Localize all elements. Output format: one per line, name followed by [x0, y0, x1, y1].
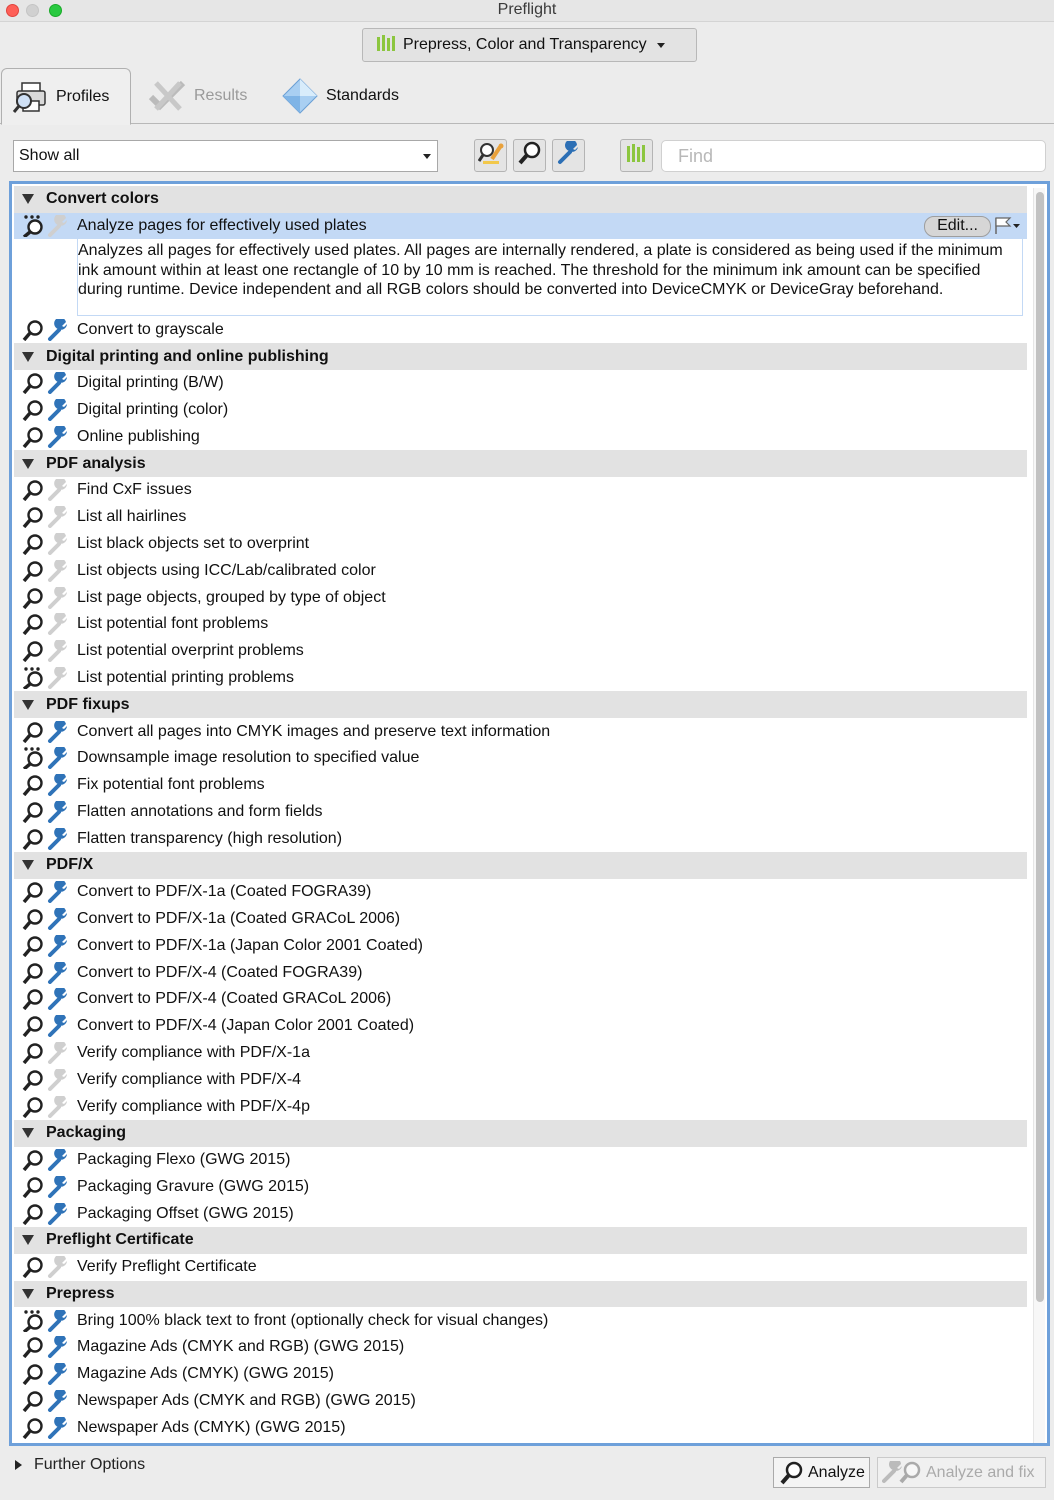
check-icon — [20, 319, 45, 341]
flag-icon — [993, 217, 1021, 235]
profile-row[interactable] — [14, 531, 1027, 558]
wrench-icon — [45, 721, 70, 743]
profile-row[interactable] — [14, 1066, 1027, 1093]
check-icon — [20, 962, 45, 984]
check-icon — [20, 801, 45, 823]
profile-row[interactable] — [14, 1093, 1027, 1120]
wrench-icon — [45, 774, 70, 796]
library-button[interactable] — [620, 139, 653, 172]
chevron-down-icon — [657, 43, 665, 48]
profile-label: Convert to PDF/X-4 (Japan Color 2001 Coated) — [77, 1017, 415, 1035]
wrench-icon — [45, 988, 70, 1010]
check-icon — [20, 479, 45, 501]
group-title: PDF analysis — [46, 454, 146, 472]
wrench-disabled-icon — [45, 560, 70, 582]
disclosure-triangle-icon — [22, 352, 34, 362]
tab-results[interactable] — [148, 68, 247, 124]
tab-results-label: Results — [194, 87, 248, 104]
check-icon — [20, 1176, 45, 1198]
profile-label: Verify compliance with PDF/X-1a — [77, 1043, 310, 1061]
analyze-and-fix-label: Analyze and fix — [926, 1463, 1035, 1481]
diamond-icon — [282, 78, 318, 114]
group-title: Convert colors — [46, 190, 159, 208]
find-input[interactable] — [661, 140, 1046, 172]
profile-row[interactable] — [14, 1254, 1027, 1281]
wrench-disabled-icon — [45, 479, 70, 501]
profile-label: Convert to PDF/X-1a (Japan Color 2001 Coated) — [77, 936, 423, 954]
wrench-disabled-icon — [45, 587, 70, 609]
tab-standards[interactable] — [282, 68, 399, 124]
interactive-check-icon — [20, 747, 45, 769]
profile-label: Packaging Gravure (GWG 2015) — [77, 1177, 310, 1195]
disclosure-triangle-icon — [22, 700, 34, 710]
profile-row[interactable] — [14, 1307, 1027, 1334]
profile-row[interactable] — [14, 557, 1027, 584]
interactive-check-icon — [20, 215, 45, 237]
profile-label: Convert to PDF/X-4 (Coated FOGRA39) — [77, 963, 363, 981]
profile-label: List black objects set to overprint — [77, 535, 310, 553]
tab-profiles-label: Profiles — [56, 87, 110, 105]
wrench-icon — [45, 881, 70, 903]
check-icon — [20, 774, 45, 796]
profile-library-selector[interactable] — [362, 28, 697, 62]
profile-label: Convert all pages into CMYK images and preserve text information — [77, 722, 551, 740]
check-icon — [20, 399, 45, 421]
profile-row[interactable] — [14, 1040, 1027, 1067]
check-icon — [20, 587, 45, 609]
chevron-down-icon — [423, 154, 431, 159]
disclosure-triangle-icon — [22, 1128, 34, 1138]
analyze-and-fix-button[interactable] — [877, 1457, 1046, 1488]
check-icon — [20, 908, 45, 930]
profile-label: List potential font problems — [77, 615, 269, 633]
profile-list-rows — [14, 186, 1027, 1441]
check-icon — [20, 988, 45, 1010]
profile-row[interactable] — [14, 477, 1027, 504]
magnifier-wrench-icon — [882, 1461, 922, 1485]
check-icon — [20, 533, 45, 555]
wrench-disabled-icon — [45, 667, 70, 689]
results-check-icon — [148, 79, 186, 113]
group-title: Preflight Certificate — [46, 1231, 194, 1249]
profile-label: Newspaper Ads (CMYK) (GWG 2015) — [77, 1418, 346, 1436]
profile-row[interactable] — [14, 772, 1027, 799]
tab-bar — [0, 68, 1054, 124]
check-icon — [20, 721, 45, 743]
profile-label: Verify compliance with PDF/X-4p — [77, 1097, 310, 1115]
check-icon — [20, 935, 45, 957]
disclosure-triangle-icon — [22, 1235, 34, 1245]
profile-row[interactable] — [14, 906, 1027, 933]
wrench-icon — [45, 1203, 70, 1225]
wrench-icon — [45, 828, 70, 850]
profile-label: Packaging Offset (GWG 2015) — [77, 1204, 294, 1222]
check-icon — [20, 1256, 45, 1278]
profile-row[interactable] — [14, 1173, 1027, 1200]
profile-label: Magazine Ads (CMYK and RGB) (GWG 2015) — [77, 1338, 405, 1356]
disclosure-triangle-icon — [22, 194, 34, 204]
wrench-disabled-icon — [45, 1096, 70, 1118]
interactive-check-icon — [20, 667, 45, 689]
selected-profile — [14, 213, 1027, 317]
profile-label: Convert to PDF/X-1a (Coated GRACoL 2006) — [77, 909, 401, 927]
check-icon — [20, 1336, 45, 1358]
profile-row[interactable] — [14, 638, 1027, 665]
wrench-icon — [45, 1176, 70, 1198]
disclosure-triangle-icon — [15, 1460, 22, 1470]
tab-profiles[interactable] — [1, 68, 131, 125]
profile-label: List all hairlines — [77, 508, 187, 526]
profile-label: Convert to grayscale — [77, 320, 224, 338]
wrench-icon — [45, 1390, 70, 1412]
flag-menu[interactable] — [993, 217, 1021, 235]
wrench-icon — [45, 1015, 70, 1037]
profile-label: Online publishing — [77, 427, 200, 445]
profile-row[interactable] — [14, 370, 1027, 397]
tab-standards-label: Standards — [326, 87, 399, 104]
library-icon — [627, 144, 647, 167]
group-header[interactable] — [14, 1227, 1027, 1254]
wrench-disabled-icon — [45, 640, 70, 662]
check-icon — [20, 506, 45, 528]
wrench-disabled-icon — [45, 1042, 70, 1064]
profile-label: Flatten annotations and form fields — [77, 802, 323, 820]
profile-row[interactable] — [14, 1013, 1027, 1040]
group-title: Packaging — [46, 1124, 127, 1142]
wrench-icon — [45, 426, 70, 448]
profile-label: Convert to PDF/X-1a (Coated FOGRA39) — [77, 883, 372, 901]
profile-row[interactable] — [14, 1414, 1027, 1441]
check-icon — [20, 560, 45, 582]
group-header[interactable] — [14, 1120, 1027, 1147]
scrollbar-thumb[interactable] — [1036, 192, 1044, 1302]
group-header[interactable] — [14, 852, 1027, 879]
profile-label: Bring 100% black text to front (optionally check for visual changes) — [77, 1311, 549, 1329]
wrench-icon — [45, 399, 70, 421]
profile-row[interactable] — [14, 745, 1027, 772]
profile-row[interactable] — [14, 504, 1027, 531]
profile-label: Digital printing (B/W) — [77, 374, 224, 392]
profile-label: Downsample image resolution to specified value — [77, 749, 420, 767]
profile-row[interactable] — [14, 316, 1027, 343]
group-title: PDF/X — [46, 856, 94, 874]
edit-profile-button[interactable]: Edit... — [924, 216, 991, 237]
profile-row[interactable] — [14, 959, 1027, 986]
check-icon — [20, 1417, 45, 1439]
wrench-icon — [45, 1363, 70, 1385]
wrench-disabled-icon — [45, 613, 70, 635]
profile-row[interactable] — [14, 424, 1027, 451]
profile-label: Flatten transparency (high resolution) — [77, 829, 343, 847]
wrench-icon — [45, 1149, 70, 1171]
profile-row[interactable] — [14, 1388, 1027, 1415]
check-icon — [20, 1149, 45, 1171]
analyze-button[interactable] — [773, 1457, 870, 1488]
profile-label: Convert to PDF/X-4 (Coated GRACoL 2006) — [77, 990, 392, 1008]
group-header[interactable] — [14, 1281, 1027, 1308]
profile-label: Fix potential font problems — [77, 776, 265, 794]
show-filter-select[interactable] — [13, 140, 438, 172]
group-header[interactable] — [14, 691, 1027, 718]
wrench-disabled-icon — [45, 506, 70, 528]
profile-row[interactable] — [14, 986, 1027, 1013]
profile-description: Analyzes all pages for effectively used plates. All pages are internally rendered, a plate is considered as being used if the minimum ink amount within at least one rectangle of 10 by 10 mm is reached. The threshold for the minimum ink amount can be specified during runtime. Device independent and all RGB colors should be converted into DeviceCMYK or DeviceGray beforehand. — [77, 239, 1023, 316]
wrench-icon — [557, 141, 581, 170]
profile-row[interactable] — [14, 584, 1027, 611]
profile-row[interactable] — [14, 1200, 1027, 1227]
profile-row[interactable] — [14, 397, 1027, 424]
wrench-icon — [45, 908, 70, 930]
profile-row[interactable] — [14, 825, 1027, 852]
profile-library-label: Prepress, Color and Transparency — [403, 36, 647, 53]
magnifier-icon — [518, 141, 542, 170]
profile-row[interactable] — [14, 879, 1027, 906]
profile-list — [9, 181, 1050, 1446]
wrench-disabled-icon — [45, 215, 70, 237]
group-title: PDF fixups — [46, 695, 130, 713]
disclosure-triangle-icon — [22, 1289, 34, 1299]
check-icon — [20, 1363, 45, 1385]
group-header[interactable] — [14, 186, 1027, 213]
check-icon — [20, 1069, 45, 1091]
profile-row[interactable] — [14, 718, 1027, 745]
wrench-icon — [45, 319, 70, 341]
check-icon — [20, 613, 45, 635]
wrench-disabled-icon — [45, 533, 70, 555]
window-title: Preflight — [497, 1, 557, 18]
profile-label: List objects using ICC/Lab/calibrated color — [77, 561, 376, 579]
group-header[interactable] — [14, 450, 1027, 477]
wrench-disabled-icon — [45, 1069, 70, 1091]
wrench-disabled-icon — [45, 1256, 70, 1278]
profile-row[interactable] — [14, 932, 1027, 959]
check-icon — [20, 640, 45, 662]
group-title: Prepress — [46, 1284, 115, 1302]
check-and-fix-icon — [478, 141, 504, 170]
disclosure-triangle-icon — [22, 860, 34, 870]
check-icon — [20, 1390, 45, 1412]
profile-row[interactable] — [14, 611, 1027, 638]
profile-label: Newspaper Ads (CMYK and RGB) (GWG 2015) — [77, 1391, 416, 1409]
check-icon — [20, 828, 45, 850]
profile-row[interactable] — [14, 1334, 1027, 1361]
analyze-label: Analyze — [808, 1463, 865, 1481]
show-filter-value: Show all — [19, 147, 80, 164]
profile-label: Verify compliance with PDF/X-4 — [77, 1070, 302, 1088]
wrench-icon — [45, 935, 70, 957]
library-icon — [377, 35, 395, 56]
wrench-icon — [45, 1310, 70, 1332]
title-bar — [0, 0, 1054, 22]
profile-label: Verify Preflight Certificate — [77, 1258, 257, 1276]
profile-row[interactable] — [14, 1361, 1027, 1388]
check-icon — [20, 426, 45, 448]
profile-row[interactable] — [14, 665, 1027, 692]
check-icon — [20, 372, 45, 394]
wrench-icon — [45, 1336, 70, 1358]
profile-label: Find CxF issues — [77, 481, 192, 499]
profile-label: Packaging Flexo (GWG 2015) — [77, 1151, 291, 1169]
magnifier-icon — [780, 1461, 804, 1485]
profile-row[interactable] — [14, 799, 1027, 826]
check-icon — [20, 1203, 45, 1225]
wrench-icon — [45, 962, 70, 984]
further-options-toggle[interactable] — [15, 1456, 145, 1474]
interactive-check-icon — [20, 1310, 45, 1332]
fixes-filter-button[interactable] — [552, 139, 585, 172]
check-icon — [20, 881, 45, 903]
wrench-icon — [45, 801, 70, 823]
profile-row[interactable] — [14, 1147, 1027, 1174]
wrench-icon — [45, 1417, 70, 1439]
profile-label: Analyze pages for effectively used plates — [77, 217, 367, 235]
wrench-icon — [45, 747, 70, 769]
profile-label: Digital printing (color) — [77, 401, 229, 419]
disclosure-triangle-icon — [22, 459, 34, 469]
group-header[interactable] — [14, 343, 1027, 370]
check-icon — [20, 1042, 45, 1064]
profile-row[interactable] — [14, 213, 1027, 240]
check-icon — [20, 1096, 45, 1118]
checks-filter-button[interactable] — [513, 139, 546, 172]
further-options-label: Further Options — [34, 1456, 146, 1473]
check-icon — [20, 1015, 45, 1037]
profile-label: List potential overprint problems — [77, 642, 304, 660]
group-title: Digital printing and online publishing — [46, 347, 329, 365]
vertical-scrollbar[interactable] — [1033, 188, 1045, 1443]
profile-label: List potential printing problems — [77, 669, 295, 687]
printer-magnifier-icon — [12, 79, 48, 115]
profile-label: List page objects, grouped by type of object — [77, 588, 386, 606]
wrench-icon — [45, 372, 70, 394]
profile-label: Magazine Ads (CMYK) (GWG 2015) — [77, 1365, 334, 1383]
fixups-filter-button[interactable] — [474, 139, 507, 172]
